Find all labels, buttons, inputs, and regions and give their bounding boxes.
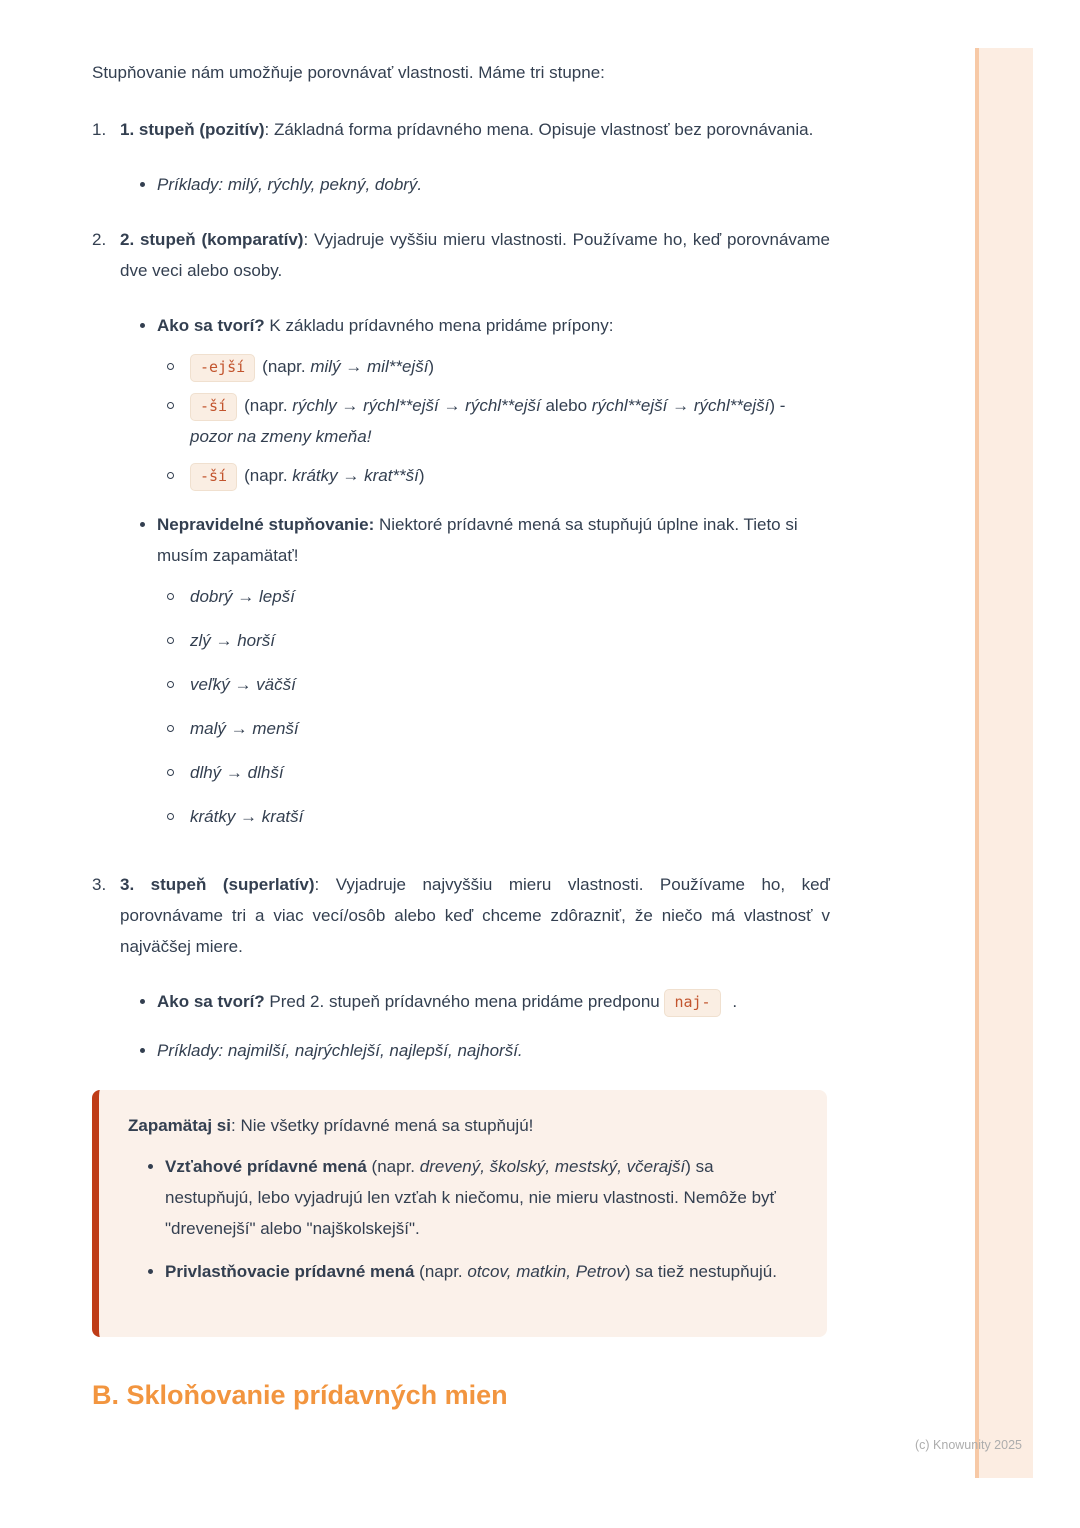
how-to-form-text: Pred 2. stupeň prídavného mena pridáme predponu — [264, 992, 665, 1011]
suffix-item-si-2 — [190, 460, 830, 491]
list-number: 2. — [92, 230, 107, 249]
callout-point-label: Privlastňovacie prídavné mená — [165, 1262, 415, 1281]
irregular-label: Nepravidelné stupňovanie: — [157, 515, 375, 534]
warning-note: pozor na zmeny kmeňa! — [190, 427, 372, 446]
text-run: alebo — [540, 396, 592, 415]
degree-1-description: : Základná forma prídavného mena. Opisuje vlastnosť bez porovnávania. — [264, 120, 814, 139]
degree-3-description: : Vyjadruje najvyššiu mieru vlastnosti. Používame ho, keď porovnávame tri a viac vecí/osôb alebo keď chceme zdôrazniť, že niečo má vlastnosť v najväčšej miere. — [120, 875, 830, 956]
list-number: 3. — [92, 875, 107, 894]
degree-item-3 — [92, 869, 830, 1066]
copyright: (c) Knowunity 2025 — [914, 1438, 1022, 1452]
pair-item: krátky → kratší — [190, 801, 830, 832]
callout-point-label: Vzťahové prídavné mená — [165, 1157, 367, 1176]
degree-1-paragraph — [120, 114, 830, 145]
degree-3-title: 3. stupeň (superlatív) — [120, 875, 315, 894]
degree-2-body — [120, 224, 830, 845]
suffix-item-ejsi — [190, 351, 830, 382]
degree-2-description: : Vyjadruje vyššiu mieru vlastnosti. Používame ho, keď porovnávame dve veci alebo osoby. — [120, 230, 830, 280]
text-run: . — [727, 992, 738, 1011]
example-run: milý → mil**ejší — [310, 357, 429, 376]
callout-point-relational — [165, 1151, 797, 1244]
text-run: ) sa tiež nestupňujú. — [624, 1262, 777, 1281]
text-run: (napr. — [244, 396, 293, 415]
callout-point-possessive — [165, 1256, 797, 1287]
how-to-form-item — [157, 986, 830, 1017]
suffix-list — [157, 351, 830, 491]
degree-2-paragraph — [120, 224, 830, 286]
degree-1-examples: Príklady: milý, rýchly, pekný, dobrý. — [157, 175, 423, 194]
degree-2-title: 2. stupeň (komparatív) — [120, 230, 304, 249]
callout-title-text: : Nie všetky prídavné mená sa stupňujú! — [231, 1116, 534, 1135]
pair-item: dobrý → lepší — [190, 581, 830, 612]
degree-item-1 — [92, 114, 830, 200]
how-to-form-item — [157, 310, 830, 491]
degree-1-list — [120, 169, 830, 200]
text-run: ) - — [769, 396, 786, 415]
text-run: (napr. — [414, 1262, 468, 1281]
suffix-badge: -ejší — [190, 354, 255, 382]
text-run: ) — [428, 357, 435, 376]
list-number: 1. — [92, 120, 107, 139]
degree-3-examples: Príklady: najmilší, najrýchlejší, najlepší, najhorší. — [157, 1041, 523, 1060]
degree-3-paragraph — [120, 869, 830, 962]
degree-2-list — [120, 310, 830, 832]
example-run: krátky → krat**ší — [292, 466, 419, 485]
degree-item-2 — [92, 224, 830, 845]
callout-list — [128, 1151, 797, 1287]
callout-title-line — [128, 1110, 797, 1141]
degree-3-body — [120, 869, 830, 1066]
suffix-badge: -ší — [190, 393, 237, 421]
text-run: (napr. — [262, 357, 311, 376]
text-run: ) sa nestupňujú, lebo vyjadrujú len vzťah k niečomu, nie mieru vlastnosti. Nemôže byť "drevenejší" alebo "najškolskejší". — [165, 1157, 776, 1238]
irregular-pairs-list — [157, 581, 830, 832]
degree-3-examples-item — [157, 1035, 830, 1066]
text-run: (napr. — [366, 1157, 420, 1176]
example-run: rýchl**ejší → rýchl**ejší — [591, 396, 770, 415]
prefix-badge: naj- — [664, 989, 720, 1017]
example-run: otcov, matkin, Petrov — [467, 1262, 625, 1281]
example-run: rýchly → rýchl**ejší → rýchl**ejší — [292, 396, 541, 415]
intro-paragraph: Stupňovanie nám umožňuje porovnávať vlastnosti. Máme tri stupne: — [92, 63, 605, 82]
example-run: drevený, školský, mestský, včerajší — [419, 1157, 686, 1176]
degree-3-list — [120, 986, 830, 1066]
text-run: (napr. — [244, 466, 293, 485]
text-run: ) — [418, 466, 425, 485]
pair-item: dlhý → dlhší — [190, 757, 830, 788]
degree-1-title: 1. stupeň (pozitív) — [120, 120, 265, 139]
degree-1-examples-item — [157, 169, 830, 200]
how-to-form-label: Ako sa tvorí? — [157, 316, 265, 335]
callout-title: Zapamätaj si — [128, 1116, 231, 1135]
section-heading: B. Skloňovanie prídavných mien — [92, 1380, 508, 1410]
pair-item: malý → menší — [190, 713, 830, 744]
irregular-text: Niektoré prídavné mená sa stupňujú úplne inak. Tieto si musím zapamätať! — [157, 515, 798, 565]
suffix-badge: -ší — [190, 463, 237, 491]
how-to-form-label: Ako sa tvorí? — [157, 992, 265, 1011]
page-edge-strip — [975, 48, 1033, 1478]
irregular-item — [157, 509, 830, 832]
pair-item: veľký → väčší — [190, 669, 830, 700]
degree-1-body — [120, 114, 830, 200]
remember-callout — [92, 1090, 827, 1337]
suffix-item-si-1 — [190, 390, 830, 452]
pair-item: zlý → horší — [190, 625, 830, 656]
how-to-form-text: K základu prídavného mena pridáme prípony: — [264, 316, 614, 335]
